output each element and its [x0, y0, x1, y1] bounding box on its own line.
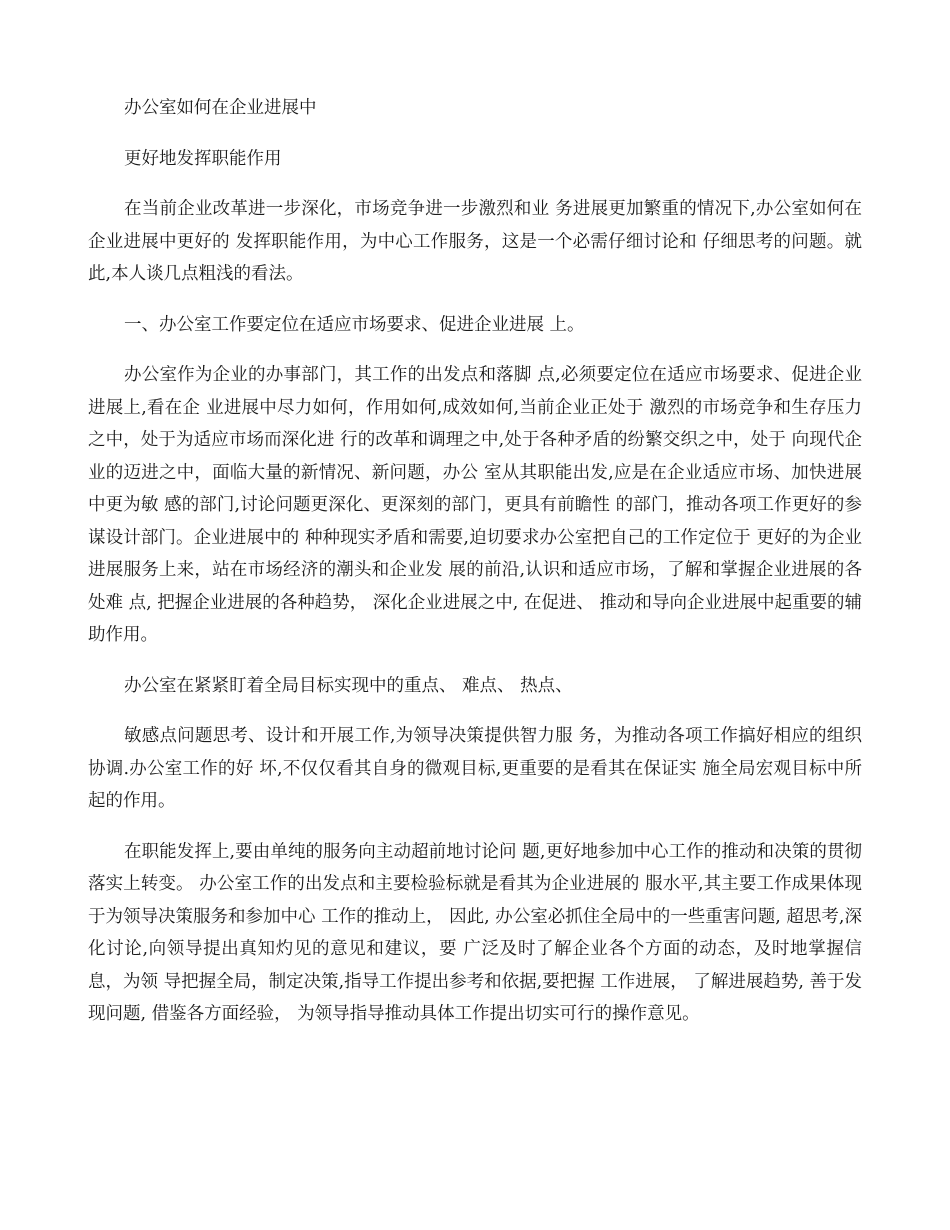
paragraph-decision-support: 敏感点问题思考、设计和开展工作,为领导决策提供智力服 务，为推动各项工作搞好相应的组织协调.办公室工作的好 坏,不仅仅看其自身的微观目标,更重要的是看其在保证实 施全局宏观目标中所起的作用。	[88, 726, 862, 811]
document-body	[88, 92, 862, 1031]
paragraph-focus-points: 办公室在紧紧盯着全局目标实现中的重点、 难点、 热点、	[124, 675, 573, 696]
paragraph-positioning: 办公室作为企业的办事部门，其工作的出发点和落脚 点,必须要定位在适应市场要求、促进企业进展上,看在企 业进展中尽力如何，作用如何,成效如何,当前企业正处于 激烈的市场竞争和生存压力之中，处于为适应市场而深化进 行的改革和调理之中,处于各种矛盾的纷繁交织之中，处于 向现代企业的迈进之中，面临大量的新情况、新问题，办公 室从其职能出发,应是在企业适应市场、加快进展中更为敏 感的部门,讨论问题更深化、更深刻的部门，更具有前瞻性 的部门，推动各项工作更好的参谋设计部门。企业进展中的 种种现实矛盾和需要,迫切要求办公室把自己的工作定位于 更好的为企业进展服务上来，站在市场经济的潮头和企业发 展的前沿,认识和适应市场，了解和掌握企业进展的各处难 点, 把握企业进展的各种趋势， 深化企业进展之中, 在促进、 推动和导向企业进展中起重要的辅助作用。	[88, 365, 862, 645]
document-title-line-2: 更好地发挥职能作用	[124, 148, 282, 169]
section-heading-1: 一、办公室工作要定位在适应市场要求、促进企业进展 上。	[124, 314, 585, 335]
paragraph-function-shift: 在职能发挥上,要由单纯的服务向主动超前地讨论问 题,更好地参加中心工作的推动和决策的贯彻落实上转变。 办公室工作的出发点和主要检验标就是看其为企业进展的 服水平,其主要工作成果体现于为领导决策服务和参加中心 工作的推动上， 因此, 办公室必抓住全局中的一些重害问题, 超思考,深化讨论,向领导提出真知灼见的意见和建议，要 广泛及时了解企业各个方面的动态，及时地掌握信息，为领 导把握全局，制定决策,指导工作提出参考和依据,要把握 工作进展， 了解进展趋势, 善于发现问题, 借鉴各方面经验， 为领导指导推动具体工作提出切实可行的操作意见。	[88, 841, 862, 1024]
document-title-line-1: 办公室如何在企业进展中	[124, 98, 317, 118]
paragraph-intro: 在当前企业改革进一步深化，市场竞争进一步激烈和业 务进展更加繁重的情况下,办公室如何在企业进展中更好的 发挥职能作用，为中心工作服务，这是一个必需仔细讨论和 仔细思考的问题。就此,本人谈几点粗浅的看法。	[88, 199, 862, 284]
